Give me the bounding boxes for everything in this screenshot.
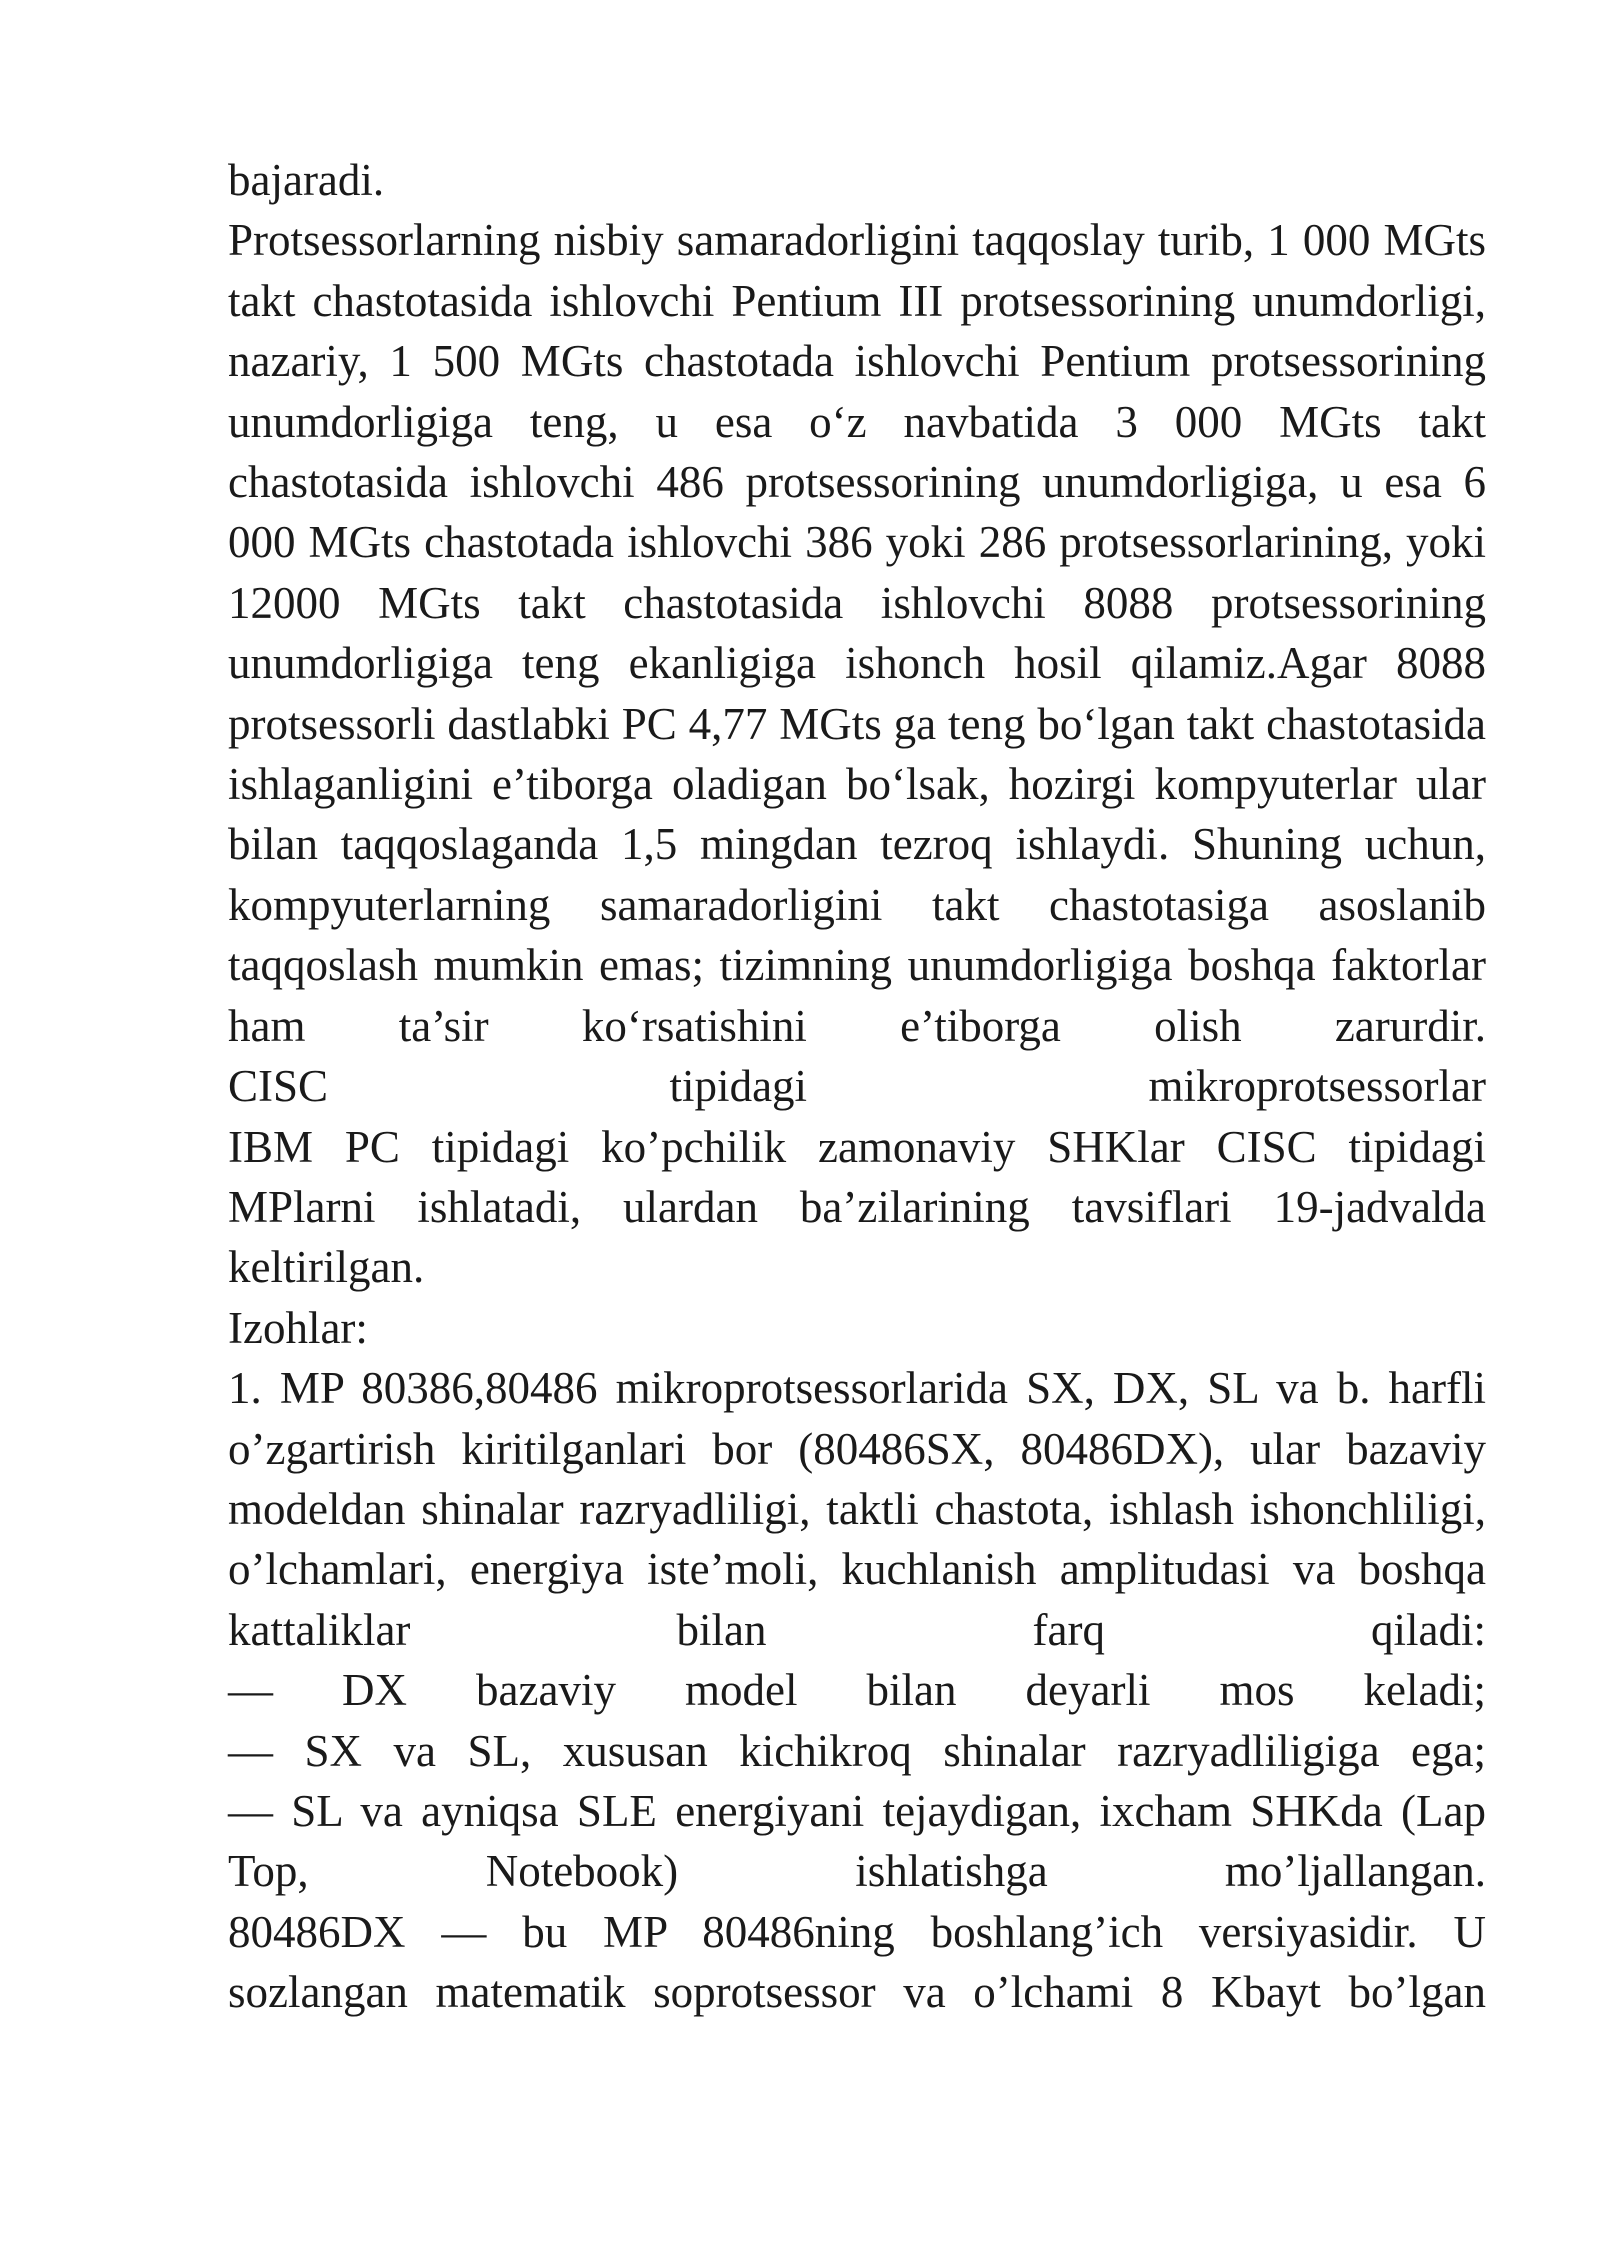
paragraph-80486dx: 80486DX — bu MP 80486ning boshlang’ich versiyasidir. U sozlangan matematik soprotsessor va o’lchami 8 Kbayt bo’lgan [228,1906,1486,2018]
dash-item-sx-sl: — SX va SL, xususan kichikroq shinalar razryadliligiga ega; [228,1725,1486,1776]
notes-heading: Izohlar: [228,1302,368,1353]
dash-item-sle: — SL va ayniqsa SLE energiyani tejaydigan, ixcham SHKda (Lap Top, Notebook) ishlatishga mo’ljallangan. [228,1785,1486,1897]
document-page [228,150,1486,2023]
paragraph-performance-comparison: Protsessorlarning nisbiy samaradorligini taqqoslay turib, 1 000 MGts takt chastotasida ishlovchi Pentium III protsessorining unumdorligi, nazariy, 1 500 MGts chastotada ishlovchi Pentium protsessorining unumdorligiga teng, u esa o‘z navbatida 3 000 MGts takt chastotasida ishlovchi 486 protsessorining unumdorligiga, u esa 6 000 MGts chastotada ishlovchi 386 yoki 286 protsessorlarining, yoki 12000 MGts takt chastotasida ishlovchi 8088 protsessorining unumdorligiga teng ekanligiga ishonch hosil qilamiz.Agar 8088 protsessorli dastlabki PC 4,77 MGts ga teng bo‘lgan takt chastotasida ishlaganligini e’tiborga oladigan bo‘lsak, hozirgi kompyuterlar ular bilan taqqoslaganda 1,5 mingdan tezroq ishlaydi. Shuning uchun, kompyuterlarning samaradorligini takt chastotasiga asoslanib taqqoslash mumkin emas; tizimning unumdorligiga boshqa faktorlar ham ta’sir ko‘rsatishini e’tiborga olish zarurdir. [228,215,1486,1051]
dash-item-dx: — DX bazaviy model bilan deyarli mos keladi; [228,1665,1486,1716]
paragraph-continuation: bajaradi. [228,155,385,205]
note-item-1: 1. MP 80386,80486 mikroprotsessorlarida SX, DX, SL va b. harfli o’zgartirish kiritilganlari bor (80486SX, 80486DX), ular bazaviy modeldan shinalar razryadliligi, taktli chastota, ishlash ishonchliligi, o’lchamlari, energiya iste’moli, kuchlanish amplitudasi va boshqa kattaliklar bilan farq qiladi: [228,1363,1486,1655]
section-heading-cisc: CISC tipidagi mikroprotsessorlar [228,1061,1486,1112]
paragraph-cisc-intro: IBM PC tipidagi ko’pchilik zamonaviy SHKlar CISC tipidagi MPlarni ishlatadi, ulardan ba’zilarining tavsiflari 19-jadvalda keltirilgan. [228,1121,1486,1293]
